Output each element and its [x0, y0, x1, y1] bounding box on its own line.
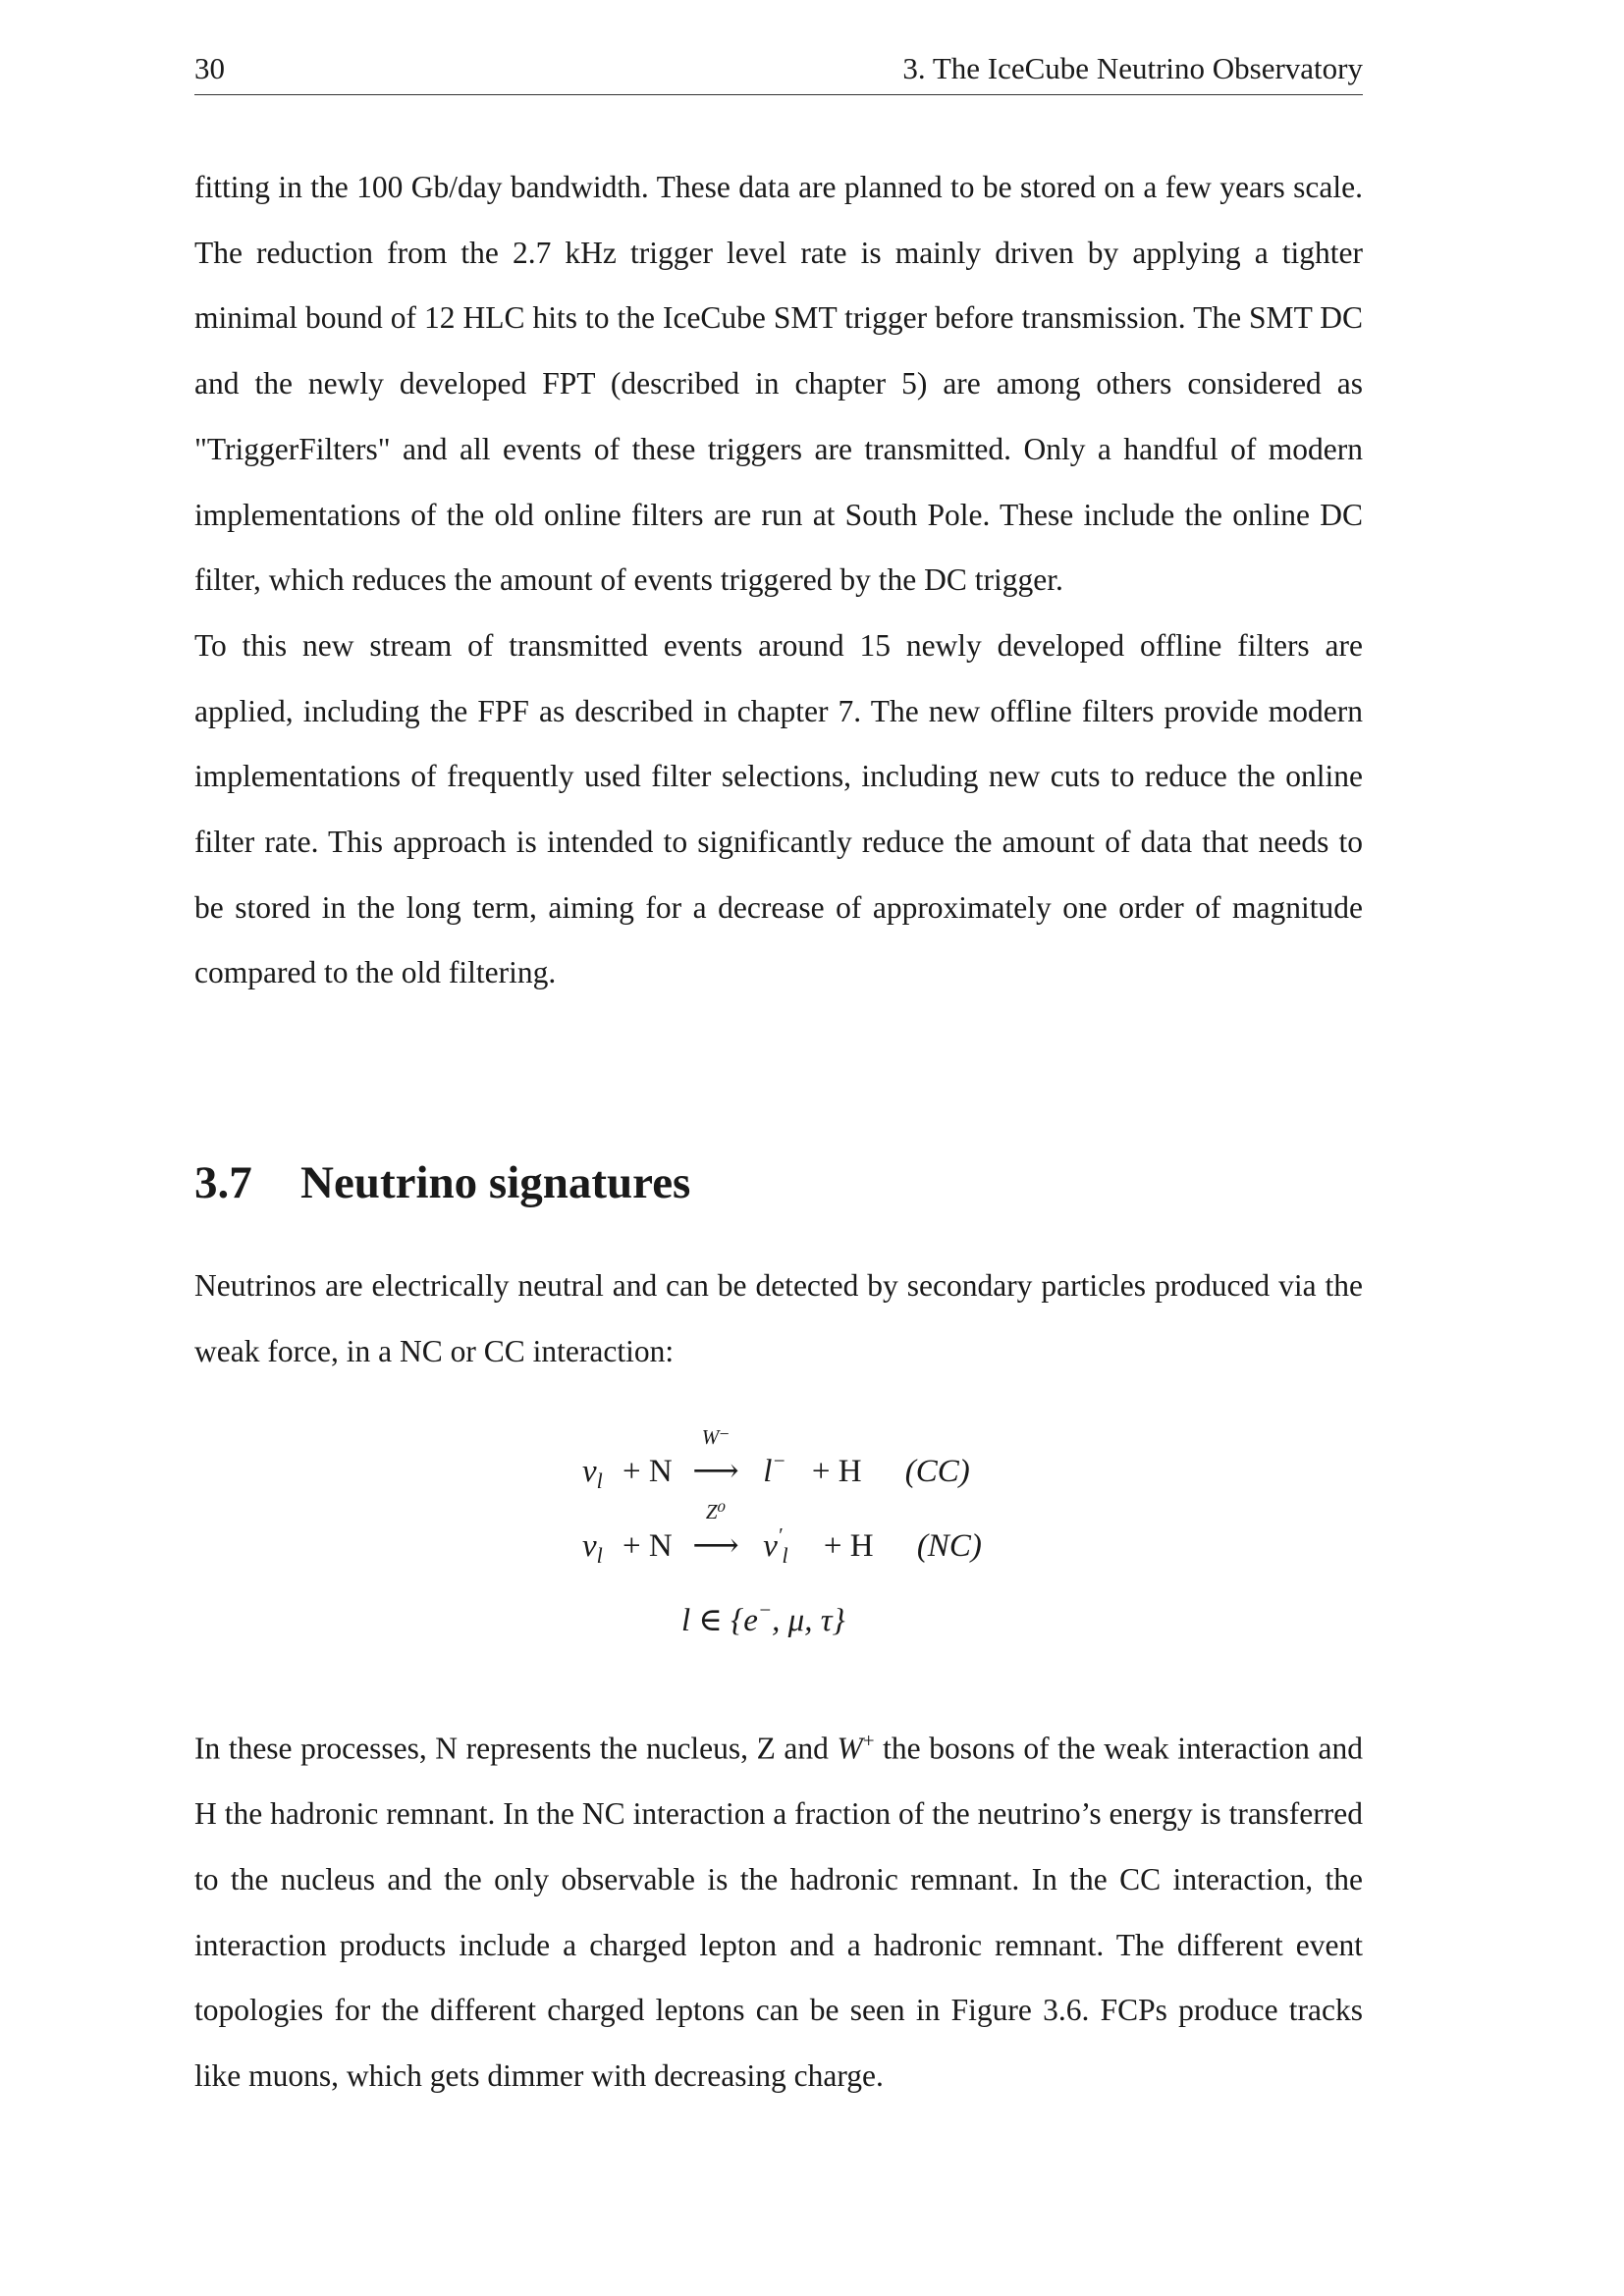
plus-term: + N	[623, 1454, 673, 1489]
arrow-label: Z⁰	[705, 1500, 727, 1523]
nu-symbol: ν	[582, 1454, 597, 1489]
reaction-arrow	[690, 1500, 741, 1565]
subscript: l	[782, 1543, 788, 1568]
paragraph	[194, 1708, 1363, 2109]
subscript: l	[596, 1468, 603, 1493]
subscript: l	[596, 1543, 603, 1568]
w-boson-symbol: W	[837, 1731, 863, 1766]
section-heading	[194, 1155, 690, 1210]
product: ν	[763, 1528, 778, 1564]
equation-lepton-set	[681, 1600, 845, 1639]
equation-tag: (CC)	[904, 1454, 970, 1489]
text-run: In these processes, N represents the nucleus, Z and	[194, 1731, 838, 1766]
arrow-glyph: ⟶	[692, 1528, 739, 1564]
paragraph: fitting in the 100 Gb/day bandwidth. These data are planned to be stored on a few years scale. The reduction from the 2.7 kHz trigger level rate is mainly driven by applying a tighter minimal bound of 12 HLC hits to the IceCube SMT trigger before transmission. The SMT DC and the newly developed FPT (described in chapter 5) are among others considered as "TriggerFilters" and all events of these triggers are transmitted. Only a handful of modern implementations of the old online filters are run at South Pole. These include the online DC filter, which reduces the amount of events triggered by the DC trigger.	[194, 170, 1363, 598]
section-title: Neutrino signatures	[300, 1157, 691, 1208]
equation-cc	[582, 1425, 970, 1493]
superscript: −	[757, 1598, 773, 1622]
superscript: +	[862, 1729, 875, 1752]
plus-term: + H	[811, 1454, 862, 1489]
equation-tag: (NC)	[916, 1528, 982, 1564]
equation-nc	[582, 1500, 982, 1568]
plus-term: + N	[623, 1528, 673, 1564]
paragraph: Neutrinos are electrically neutral and can be detected by secondary particles produced via the weak force, in a NC or CC interaction:	[194, 1268, 1363, 1368]
set-lhs: l ∈ {e	[681, 1603, 758, 1638]
arrow-glyph: ⟶	[692, 1454, 739, 1489]
superscript: −	[772, 1449, 786, 1472]
text-run: the bosons of the weak interaction and H the hadronic remnant. In the NC interaction a fraction of the neutrino’s energy is transferred to the nucleus and the only observable is the hadronic remnant. In the CC interaction, the interaction products include a charged lepton and a hadronic remnant. The different event topologies for the different charged leptons can be seen in Figure 3.6. FCPs produce tracks like muons, which gets dimmer with decreasing charge.	[194, 1731, 1363, 2094]
body-text-top	[194, 155, 1363, 1006]
set-rest: , μ, τ}	[772, 1603, 845, 1638]
arrow-label: W⁻	[701, 1425, 731, 1449]
paragraph: To this new stream of transmitted events around 15 newly developed offline filters are applied, including the FPF as described in chapter 7. The new offline filters provide modern implementations of frequently used filter selections, including new cuts to reduce the online filter rate. This approach is intended to significantly reduce the amount of data that needs to be stored in the long term, aiming for a decrease of approximately one order of magnitude compared to the old filtering.	[194, 627, 1363, 990]
nu-symbol: ν	[582, 1528, 597, 1564]
reaction-arrow	[690, 1425, 741, 1490]
superscript: ′	[777, 1523, 783, 1547]
body-text-bottom	[194, 1708, 1363, 2109]
product: l	[763, 1454, 773, 1489]
running-header	[194, 51, 1363, 95]
section-intro	[194, 1254, 1363, 1384]
section-number: 3.7	[194, 1157, 252, 1208]
plus-term: + H	[823, 1528, 874, 1564]
chapter-title: 3. The IceCube Neutrino Observatory	[902, 51, 1363, 85]
page-number: 30	[194, 51, 225, 85]
